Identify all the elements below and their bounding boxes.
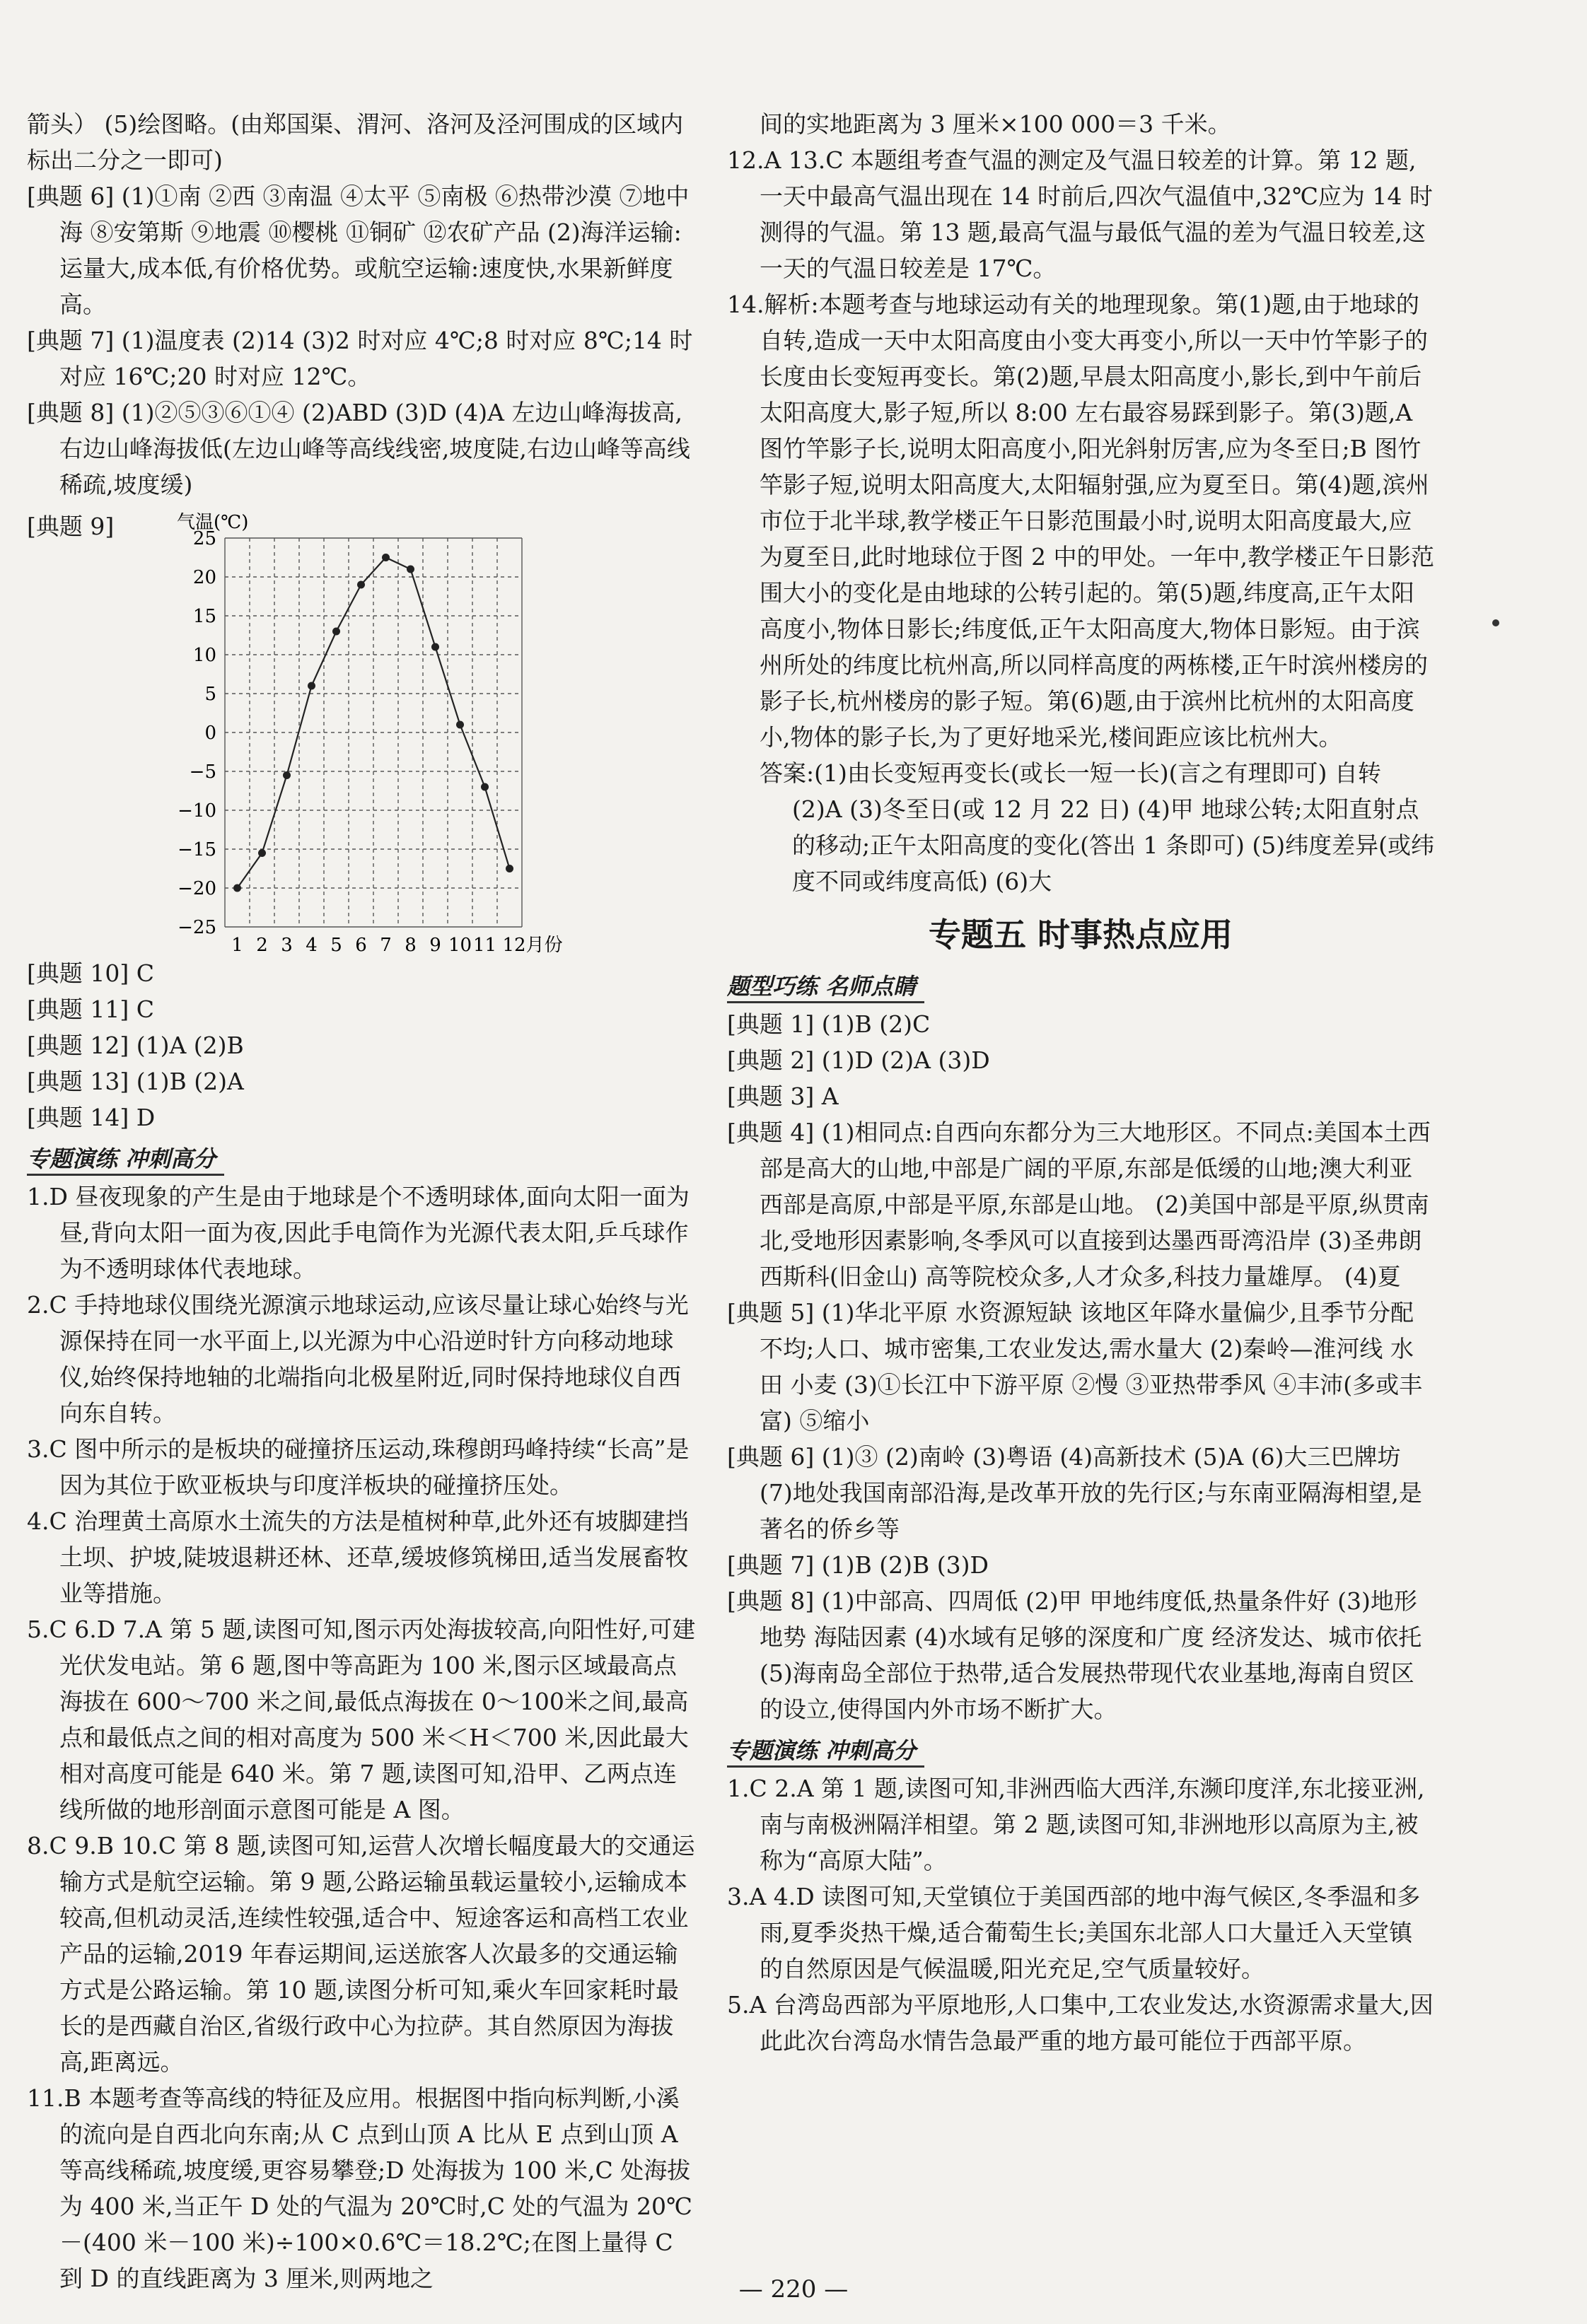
topic5-practice-q3-4: 3.A 4.D 读图可知,天堂镇位于美国西部的地中海气候区,冬季温和多雨,夏季炎热干燥,适合葡萄生长;美国东北部人口大量迁入天堂镇的自然原因是气候温暖,阳光充足,空气质量较好。 (727, 1883, 1421, 1983)
topic5-example-2: [典题 2] (1)D (2)A (3)D (727, 1046, 990, 1074)
example-12: [典题 12] (1)A (2)B (27, 1032, 244, 1059)
example-14: [典题 14] D (27, 1104, 156, 1131)
data-point (431, 643, 439, 651)
practice-q11: 11.B 本题考查等高线的特征及应用。根据图中指向标判断,小溪的流向是自西北向东南;从 C 点到山顶 A 比从 E 点到山顶 A 等高线稀疏,坡度缓,更容易攀登;D 处海拔为 100 米,C 处海拔为 400 米,当正午 D 处的气温为 20℃时,C 处的气温为 20℃－(400 米－100 米)÷100×0.6℃＝18.2℃;在图上量得 C 到 D 的直线距离为 3 厘米,则两地之 (27, 2084, 692, 2292)
y-tick-label: 25 (192, 528, 216, 549)
y-tick-label: 20 (192, 567, 216, 588)
data-point (481, 783, 489, 791)
practice-q8-10: 8.C 9.B 10.C 第 8 题,读图可知,运营人次增长幅度最大的交通运输方式是航空运输。第 9 题,公路运输虽载运量较小,运输成本较高,但机动灵活,连续性较强,适合中、短途客运和高档工农业产品的运输,2019 年春运期间,运送旅客人次最多的交通运输方式是公路运输。第 10 题,读图分析可知,乘火车回家耗时最长的是西藏自治区,省级行政中心为拉萨。其自然原因为海拔高,距离远。 (27, 1832, 695, 2076)
x-tick-label: 12月份 (502, 935, 563, 955)
y-axis-label: 气温(℃) (177, 512, 249, 533)
left-continuation: 箭头） (5)绘图略。(由郑国渠、渭河、洛河及泾河围成的区域内标出二分之一即可) (27, 110, 684, 174)
x-tick-label: 7 (380, 935, 392, 955)
y-tick-label: −15 (178, 839, 216, 860)
y-tick-label: 5 (204, 684, 216, 705)
example-13: [典题 13] (1)B (2)A (27, 1068, 244, 1095)
practice-q1: 1.D 昼夜现象的产生是由于地球是个不透明球体,面向太阳一面为昼,背向太阳一面为夜,因此手电筒作为光源代表太阳,乒乓球作为不透明球体代表地球。 (27, 1183, 690, 1283)
y-tick-label: 15 (192, 606, 216, 627)
example-10: [典题 10] C (27, 959, 154, 987)
x-tick-label: 4 (306, 935, 318, 955)
data-point (382, 554, 390, 561)
page-number: — 220 — (738, 2275, 849, 2303)
y-tick-label: −25 (178, 917, 216, 938)
example-9 (27, 503, 699, 955)
topic5-example-7: [典题 7] (1)B (2)B (3)D (727, 1551, 989, 1579)
tips-heading: 题型巧练 名师点睛 (727, 969, 924, 1003)
practice-q3: 3.C 图中所示的是板块的碰撞挤压运动,珠穆朗玛峰持续“长高”是因为其位于欧亚板块与印度洋板块的碰撞挤压处。 (27, 1435, 690, 1499)
x-tick-label: 3 (281, 935, 293, 955)
data-point (357, 581, 365, 589)
x-tick-label: 9 (429, 935, 441, 955)
ink-dot (1492, 619, 1499, 626)
example-9-label: [典题 9] (27, 513, 115, 540)
x-tick-label: 10 (448, 935, 472, 955)
x-tick-label: 8 (405, 935, 417, 955)
topic5-example-6: [典题 6] (1)③ (2)南岭 (3)粤语 (4)高新技术 (5)A (6)大三巴牌坊 (7)地处我国南部沿海,是改革开放的先行区;与东南亚隔海相望,是著名的侨乡等 (727, 1443, 1422, 1543)
example-11: [典题 11] C (27, 995, 154, 1023)
topic5-example-5: [典题 5] (1)华北平原 水资源短缺 该地区年降水量偏少,且季节分配不均;人口、城市密集,工农业发达,需水量大 (2)秦岭—淮河线 水田 小麦 (3)①长江中下游平原 ②慢 ③亚热带季风 ④丰沛(多或丰富) ⑤缩小 (727, 1299, 1423, 1435)
practice-q4: 4.C 治理黄土高原水土流失的方法是植树种草,此外还有坡脚建挡土坝、护坡,陡坡退耕还林、还草,缓坡修筑梯田,适当发展畜牧业等措施。 (27, 1507, 689, 1607)
topic5-example-4: [典题 4] (1)相同点:自西向东都分为三大地形区。不同点:美国本土西部是高大的山地,中部是广阔的平原,东部是低缓的山地;澳大利亚西部是高原,中部是平原,东部是山地。 (2)美国中部是平原,纵贯南北,受地形因素影响,冬季风可以直接到达墨西哥湾沿岸 (3)圣弗朗西斯科(旧金山) 高等院校众多,人才众多,科技力量雄厚。 (4)夏 (727, 1119, 1431, 1290)
topic5-practice-q5: 5.A 台湾岛西部为平原地形,人口集中,工农业发达,水资源需求量大,因此此次台湾岛水情告急最严重的地方最可能位于西部平原。 (727, 1991, 1434, 2055)
x-tick-label: 6 (355, 935, 367, 955)
x-tick-label: 2 (256, 935, 268, 955)
example-8: [典题 8] (1)②⑤③⑥①④ (2)ABD (3)D (4)A 左边山峰海拔高,右边山峰海拔低(左边山峰等高线线密,坡度陡,右边山峰等高线稀疏,坡度缓) (27, 399, 690, 498)
right-continuation: 间的实地距离为 3 厘米×100 000＝3 千米。 (760, 110, 1231, 138)
practice-q14: 14.解析:本题考查与地球运动有关的地理现象。第(1)题,由于地球的自转,造成一天中太阳高度由小变大再变小,所以一天中竹竿影子的长度由长变短再变长。第(2)题,早晨太阳高度小,影长,到中午前后太阳高度大,影子短,所以 8:00 左右最容易踩到影子。第(3)题,A 图竹竿影子长,说明太阳高度小,阳光斜射厉害,应为冬至日;B 图竹竿影子短,说明太阳高度大,太阳辐射强,应为夏至日。第(4)题,滨州市位于北半球,教学楼正午日影范围最小时,说明太阳高度最大,应为夏至日,此时地球位于图 2 中的甲处。一年中,教学楼正午日影范围大小的变化是由地球的公转引起的。第(5)题,纬度高,正午太阳高度小,物体日影长;纬度低,正午太阳高度大,物体日影短。由于滨州所处的纬度比杭州高,所以同样高度的两栋楼,正午时滨州楼房的影子长,杭州楼房的影子短。第(6)题,由于滨州比杭州的太阳高度小,物体的影子长,为了更好地采光,楼间距应该比杭州大。 (727, 291, 1434, 751)
practice-q5-7: 5.C 6.D 7.A 第 5 题,读图可知,图示丙处海拔较高,向阳性好,可建光伏发电站。第 6 题,图中等高距为 100 米,图示区域最高点海拔在 600～700 米之间,最低点海拔在 0～100米之间,最高点和最低点之间的相对高度为 500 米＜H＜700 米,因此最大相对高度可能是 640 米。第 7 题,读图可知,沿甲、乙两点连线所做的地形剖面示意图可能是 A 图。 (27, 1616, 696, 1823)
y-tick-label: −10 (178, 800, 216, 822)
topic5-example-8: [典题 8] (1)中部高、四周低 (2)甲 甲地纬度低,热量条件好 (3)地形地势 海陆因素 (4)水域有足够的深度和广度 经济发达、城市依托 (5)海南岛全部位于热带,适合发展热带现代农业基地,海南自贸区的设立,使得国内外市场不断扩大。 (727, 1587, 1422, 1723)
data-point (506, 865, 513, 872)
data-point (258, 849, 266, 857)
practice-q2: 2.C 手持地球仪围绕光源演示地球运动,应该尽量让球心始终与光源保持在同一水平面上,以光源为中心沿逆时针方向移动地球仪,始终保持地轴的北端指向北极星附近,同时保持地球仪自西向东自转。 (27, 1291, 689, 1427)
x-tick-label: 1 (231, 935, 243, 955)
y-tick-label: 10 (192, 645, 216, 666)
topic5-example-3: [典题 3] A (727, 1082, 839, 1110)
data-point (233, 884, 241, 892)
topic5-example-1: [典题 1] (1)B (2)C (727, 1010, 931, 1038)
data-point (407, 566, 414, 573)
example-7: [典题 7] (1)温度表 (2)14 (3)2 时对应 4℃;8 时对应 8℃;14 时对应 16℃;20 时对应 12℃。 (27, 327, 693, 390)
x-tick-label: 11 (472, 935, 497, 955)
data-point (332, 628, 340, 636)
practice-heading-right: 专题演练 冲刺高分 (727, 1733, 924, 1768)
right-column (727, 106, 1434, 2059)
practice-heading-left: 专题演练 冲刺高分 (27, 1141, 224, 1176)
topic5-practice-q1-2: 1.C 2.A 第 1 题,读图可知,非洲西临大西洋,东濒印度洋,东北接亚洲,南与南极洲隔洋相望。第 2 题,读图可知,非洲地形以高原为主,被称为“高原大陆”。 (727, 1775, 1425, 1874)
section-title: 专题五 时事热点应用 (928, 916, 1233, 954)
y-tick-label: 0 (204, 723, 216, 744)
example-6: [典题 6] (1)①南 ②西 ③南温 ④太平 ⑤南极 ⑥热带沙漠 ⑦地中海 ⑧安第斯 ⑨地震 ⑩樱桃 ⑪铜矿 ⑫农矿产品 (2)海洋运输:运量大,成本低,有价格优势。或航空运输:速度快,水果新鲜度高。 (27, 182, 690, 318)
x-tick-label: 5 (330, 935, 342, 955)
temperature-chart (154, 503, 663, 955)
data-point (283, 771, 291, 779)
left-column (27, 106, 699, 2296)
data-point (456, 721, 464, 729)
y-tick-label: −5 (189, 761, 216, 783)
practice-q12-13: 12.A 13.C 本题组考查气温的测定及气温日较差的计算。第 12 题,一天中最高气温出现在 14 时前后,四次气温值中,32℃应为 14 时测得的气温。第 13 题,最高气温与最低气温的差为气温日较差,这一天的气温日较差是 17℃。 (727, 146, 1433, 282)
data-point (308, 682, 315, 690)
y-tick-label: −20 (178, 878, 216, 899)
practice-q14-answer: 答案:(1)由长变短再变长(或长一短一长)(言之有理即可) 自转 (2)A (3)冬至日(或 12 月 22 日) (4)甲 地球公转;太阳直射点的移动;正午太阳高度的变化(答出 1 条即可) (5)纬度差异(或纬度不同或纬度高低) (6)大 (760, 759, 1434, 895)
